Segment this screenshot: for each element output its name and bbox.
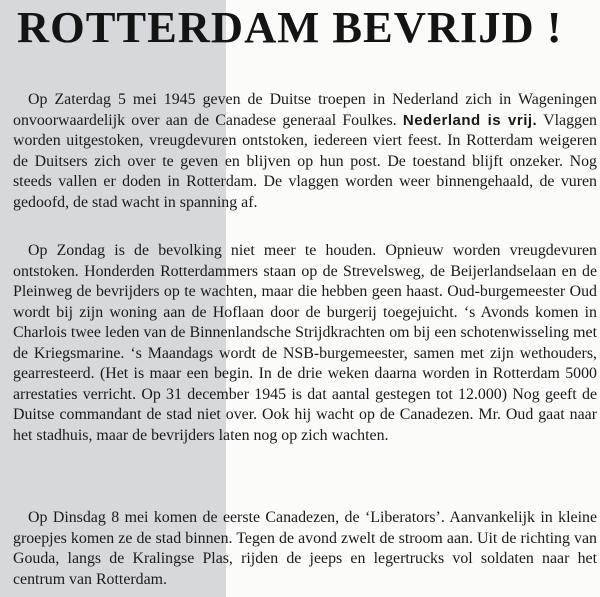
paragraph-1-text-before: Op Zaterdag 5 mei 1945 geven de Duitse troepen in Nederland zich in Wageningen onvoorwaardelijk over aan de Canadese generaal Foulkes.	[13, 91, 597, 129]
paragraph-1	[13, 90, 597, 213]
paragraph-1-text-after: Vlaggen worden uitgestoken, vreugdevuren ontstoken, iedereen viert feest. In Rotterdam weigeren de Duitsers zich over te geven en blijven op hun post. De toestand blijft onzeker. Nog steeds vallen er doden in Rotterdam. De vlaggen worden weer binnengehaald, de vuren gedoofd, de stad wacht in spanning af.	[13, 111, 597, 211]
paragraph-1-emphasis: Nederland is vrij.	[402, 111, 538, 129]
paragraph-2: Op Zondag is de bevolking niet meer te houden. Opnieuw worden vreugdevuren ontstoken. Honderden Rotterdammers staan op de Strevelsweg, de Beijerlandselaan en de Pleinweg de bevrijders op te wachten, maar die hebben geen haast. Oud-burgemeester Oud wordt bij zijn woning aan de Hoflaan door de burgerij toegejuicht. ‘s Avonds komen in Charlois twee leden van de Binnenlandsche Strijdkrachten om bij een schotenwisseling met de Kriegsmarine. ‘s Maandags wordt de NSB-burgemeester, samen met zijn wethouders, gearresteerd. (Het is maar een begin. In de drie weken daarna worden in Rotterdam 5000 arrestaties verricht. Op 31 december 1945 is dat aantal gestegen tot 12.000) Nog geeft de Duitse commandant de stad niet over. Ook hij wacht op de Canadezen. Mr. Oud gaat naar het stadhuis, maar de bevrijders laten nog op zich wachten.	[13, 242, 597, 444]
page-title: ROTTERDAM BEVRIJD !	[17, 2, 563, 52]
paragraph-3: Op Dinsdag 8 mei komen de eerste Canadezen, de ‘Liberators’. Aanvankelijk in kleine groepjes komen ze de stad binnen. Tegen de avond zwelt de stroom aan. Uit de richting van Gouda, langs de Kralingse Plas, rijden de jeeps en legertrucks vol soldaten naar het centrum van Rotterdam.	[13, 509, 597, 588]
